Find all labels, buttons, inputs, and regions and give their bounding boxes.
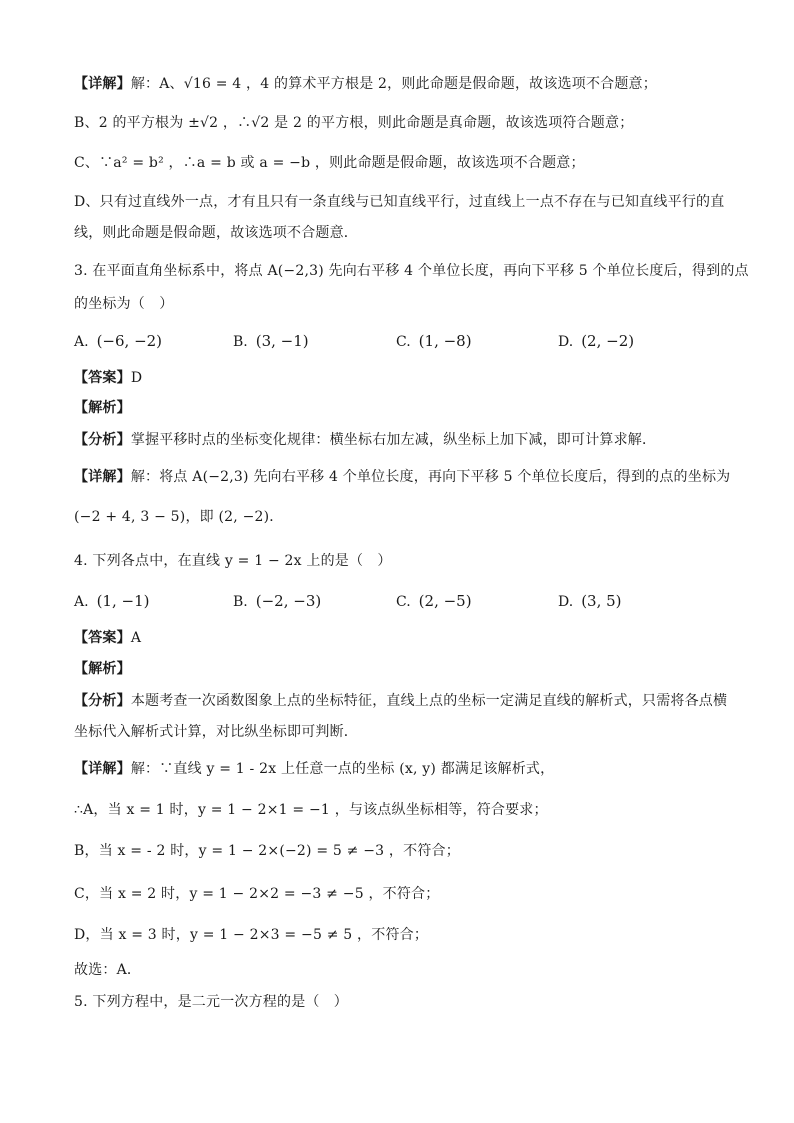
q4-check-b: B，当 x = - 2 时，y = 1 − 2×(−2) = 5 ≠ −3 ，不符合； (74, 843, 460, 859)
answer-tag: 【答案】 (74, 630, 131, 646)
option-letter: D. (558, 334, 574, 350)
q4-check-d: D，当 x = 3 时，y = 1 − 2×3 = −5 ≠ 5 ，不符合； (74, 927, 429, 943)
q2-detail-d-cont: 线，则此命题是假命题，故该选项不合题意． (74, 225, 358, 241)
q3-option-c (396, 331, 472, 352)
q2-detail-d: D、只有过直线外一点，才有且只有一条直线与已知直线平行，过直线上一点不存在与已知直线平行的直 (74, 194, 725, 210)
analysis-tag: 【解析】 (74, 400, 131, 416)
analysis-sub-tag: 【分析】 (74, 693, 131, 709)
q3-analysis (74, 430, 656, 450)
option-letter: C. (396, 334, 411, 350)
q3-stem: 3. 在平面直角坐标系中，将点 A(−2,3) 先向右平移 4 个单位长度，再向下平移 5 个单位长度后，得到的点 (74, 263, 749, 279)
q4-option-a (74, 591, 149, 612)
q4-answer (74, 628, 141, 648)
q4-answer-value: A (130, 630, 142, 646)
analysis-tag: 【解析】 (74, 661, 131, 677)
q4-option-c (396, 591, 472, 612)
q2-detail-a-text: 解：A、√16 = 4 ，4 的算术平方根是 2，则此命题是假命题，故该选项不合题意； (130, 76, 657, 92)
option-letter: C. (396, 594, 411, 610)
q3-option-d (558, 331, 634, 352)
q4-analysis-heading (74, 659, 131, 679)
answer-tag: 【答案】 (74, 370, 131, 386)
option-value: (3, 5) (581, 592, 622, 610)
q3-option-a (74, 331, 162, 352)
q4-check-c: C，当 x = 2 时，y = 1 − 2×2 = −3 ≠ −5 ，不符合； (74, 886, 440, 902)
option-value: (1, −1) (96, 592, 150, 610)
option-value: (−2, −3) (255, 592, 322, 610)
q3-answer-value: D (130, 370, 143, 386)
q4-detail-text: 解：∵直线 y = 1 - 2x 上任意一点的坐标 (x, y) 都满足该解析式， (130, 761, 555, 777)
q3-detail-cont: (−2 + 4, 3 − 5)，即 (2, −2)． (74, 509, 284, 525)
q3-analysis-text: 掌握平移时点的坐标变化规律：横坐标右加左减，纵坐标上加下减，即可计算求解． (130, 432, 657, 448)
option-value: (1, −8) (418, 332, 472, 350)
q4-option-d (558, 591, 622, 612)
q4-option-b (233, 591, 321, 612)
q4-check-a: ∴A，当 x = 1 时，y = 1 − 2×1 = −1 ，与该点纵坐标相等，符合要求； (74, 802, 548, 818)
q4-analysis (74, 691, 727, 711)
option-value: (2, −5) (418, 592, 472, 610)
q5-stem: 5. 下列方程中，是二元一次方程的是（ ） (74, 994, 349, 1010)
q4-analysis-cont: 坐标代入解析式计算，对比纵坐标即可判断． (74, 724, 358, 740)
detail-tag: 【详解】 (74, 469, 131, 485)
q3-detail-text: 解：将点 A(−2,3) 先向右平移 4 个单位长度，再向下平移 5 个单位长度后，得到的点的坐标为 (130, 469, 731, 485)
q4-selection: 故选：A． (74, 962, 142, 978)
q2-detail-c: C、∵a² = b² ，∴a = b 或 a = −b ，则此命题是假命题，故该选项不合题意； (74, 155, 585, 171)
q2-detail-b: B、2 的平方根为 ±√2 ，∴√2 是 2 的平方根，则此命题是真命题，故该选项符合题意； (74, 115, 634, 131)
q3-answer (74, 368, 142, 388)
q3-stem-cont: 的坐标为（ ） (74, 296, 174, 312)
option-value: (2, −2) (581, 332, 635, 350)
analysis-sub-tag: 【分析】 (74, 432, 131, 448)
q3-option-b (233, 331, 309, 352)
option-letter: B. (233, 334, 248, 350)
q3-detail (74, 467, 730, 487)
option-letter: A. (74, 594, 89, 610)
document-page (74, 0, 749, 1123)
q2-detail-a (74, 74, 657, 94)
q4-stem: 4. 下列各点中，在直线 y = 1 − 2x 上的是（ ） (74, 553, 392, 569)
q4-detail (74, 759, 554, 779)
q3-analysis-heading (74, 398, 131, 418)
option-letter: B. (233, 594, 248, 610)
option-letter: D. (558, 594, 574, 610)
option-letter: A. (74, 334, 89, 350)
option-value: (3, −1) (255, 332, 309, 350)
q4-analysis-text: 本题考查一次函数图象上点的坐标特征，直线上点的坐标一定满足直线的解析式，只需将各点横 (130, 693, 728, 709)
detail-tag: 【详解】 (74, 761, 131, 777)
detail-tag: 【详解】 (74, 76, 131, 92)
option-value: (−6, −2) (96, 332, 163, 350)
